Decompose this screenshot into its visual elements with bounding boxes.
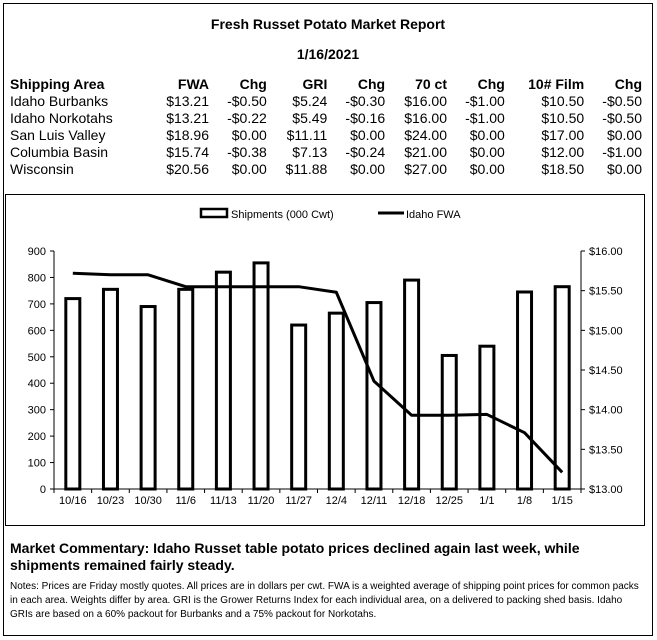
- shipments-bar: [292, 325, 306, 489]
- table-row: [8, 161, 644, 178]
- x-tick-label: 11/27: [285, 495, 313, 507]
- table-cell: -$0.30: [345, 93, 386, 109]
- y-left-tick-label: 0: [39, 484, 46, 496]
- shipments-bar: [216, 272, 230, 489]
- table-cell: $0.00: [606, 127, 642, 143]
- shipments-price-chart: [6, 195, 644, 525]
- table-row: [8, 110, 644, 127]
- table-cell: $27.00: [404, 161, 448, 177]
- table-cell: -$0.50: [227, 93, 267, 109]
- table-row: [8, 93, 644, 110]
- shipments-bar: [367, 303, 381, 489]
- table-cell: $0.00: [231, 127, 267, 143]
- x-tick-label: 12/4: [325, 495, 348, 507]
- y-right-tick-label: $15.50: [589, 285, 623, 298]
- y-right-tick-label: $16.00: [589, 246, 623, 258]
- table-cell: $15.74: [166, 144, 210, 160]
- table-cell: $21.00: [404, 144, 448, 160]
- table-cell: $0.00: [231, 161, 267, 177]
- y-right-tick-label: $14.00: [589, 404, 623, 417]
- x-tick-label: 12/25: [435, 495, 464, 507]
- shipments-bar: [179, 289, 193, 489]
- table-cell: $12.00: [541, 144, 585, 160]
- shipments-bar: [141, 307, 155, 489]
- y-left-tick-label: 600: [27, 325, 46, 338]
- table-cell: Wisconsin: [10, 161, 74, 177]
- legend-shipments-swatch: [201, 209, 227, 217]
- table-cell: $5.24: [292, 93, 328, 109]
- table-cell: Idaho Norkotahs: [10, 110, 113, 126]
- table-cell: -$1.00: [465, 110, 505, 126]
- table-cell: $11.11: [286, 127, 328, 143]
- table-cell: $20.56: [166, 161, 210, 177]
- header-70ct-chg: Chg: [477, 76, 505, 92]
- table-row: [8, 127, 644, 144]
- table-cell: $13.21: [166, 110, 210, 126]
- shipments-bar: [103, 289, 117, 489]
- header-10lb-film: 10# Film: [528, 76, 585, 92]
- y-right-tick-label: $15.00: [589, 325, 623, 338]
- chart-panel: [5, 194, 645, 526]
- y-right-tick-label: $14.50: [589, 365, 623, 377]
- y-left-tick-label: 800: [27, 272, 46, 285]
- table-cell: -$0.38: [227, 144, 267, 160]
- x-tick-label: 11/20: [247, 495, 275, 507]
- table-cell: Columbia Basin: [10, 144, 109, 160]
- y-left-tick-label: 200: [27, 431, 46, 444]
- table-cell: $10.50: [541, 110, 585, 126]
- table-cell: $16.00: [404, 110, 448, 126]
- report-date: 1/16/2021: [296, 46, 360, 62]
- table-cell: Idaho Burbanks: [10, 93, 109, 109]
- table-row: [8, 144, 644, 161]
- table-cell: $0.00: [469, 161, 505, 177]
- x-tick-label: 10/23: [96, 495, 125, 507]
- shipments-bar: [442, 355, 456, 489]
- table-cell: San Luis Valley: [10, 127, 106, 143]
- table-cell: $0.00: [469, 144, 505, 160]
- x-tick-label: 10/30: [134, 495, 162, 507]
- x-tick-label: 11/13: [210, 495, 237, 507]
- table-cell: -$0.50: [602, 93, 642, 109]
- table-cell: $0.00: [350, 161, 386, 177]
- legend-fwa-label: Idaho FWA: [406, 209, 461, 221]
- table-cell: -$0.22: [227, 110, 267, 126]
- table-cell: $13.21: [166, 93, 210, 109]
- shipments-bar: [405, 280, 419, 489]
- header-fwa: FWA: [177, 76, 210, 92]
- header-70ct: 70 ct: [415, 76, 448, 92]
- table-cell: $18.50: [541, 161, 585, 177]
- x-tick-label: 12/18: [397, 495, 426, 507]
- y-left-tick-label: 500: [27, 351, 46, 364]
- header-shipping-area: Shipping Area: [10, 76, 105, 92]
- table-cell: $0.00: [350, 127, 386, 143]
- legend-shipments-label: Shipments (000 Cwt): [231, 209, 334, 221]
- y-left-tick-label: 900: [27, 246, 46, 258]
- y-left-tick-label: 100: [27, 457, 46, 470]
- x-tick-label: 11/6: [175, 495, 197, 507]
- price-table: [8, 76, 644, 178]
- y-right-tick-label: $13.50: [589, 444, 623, 457]
- header-gri: GRI: [302, 76, 328, 92]
- y-right-tick-label: $13.00: [589, 484, 623, 496]
- table-cell: $24.00: [404, 127, 448, 143]
- x-tick-label: 12/11: [360, 495, 388, 507]
- table-cell: $16.00: [404, 93, 448, 109]
- shipments-bar: [518, 292, 532, 489]
- table-cell: $10.50: [541, 93, 585, 109]
- notes-text: Notes: Prices are Friday mostly quotes. All prices are in dollars per cwt. FWA is a weighted average of shipping point prices for common packs in each area. Weights differ by area. GRI is the Grower Returns Index for each individual area, on a delivered to packing shed basis. Idaho GRIs are based on a 60% packout for Burbanks and a 75% packout for Norkotahs.: [10, 581, 639, 620]
- table-cell: -$0.50: [602, 110, 642, 126]
- header-gri-chg: Chg: [357, 76, 386, 92]
- shipments-bar: [66, 299, 80, 489]
- x-tick-label: 1/1: [479, 495, 495, 507]
- shipments-bar: [555, 287, 569, 489]
- y-left-tick-label: 400: [27, 378, 46, 391]
- market-commentary: Market Commentary: Idaho Russet table potato prices declined again last week, while shipments remained fairly steady.: [10, 540, 580, 573]
- table-cell: $7.13: [292, 144, 328, 160]
- x-tick-label: 1/8: [516, 495, 533, 507]
- table-header-row: [8, 76, 644, 93]
- report-title: Fresh Russet Potato Market Report: [210, 16, 446, 32]
- table-cell: $0.00: [606, 161, 642, 177]
- table-cell: -$0.16: [345, 110, 386, 126]
- table-cell: $17.00: [541, 127, 585, 143]
- header-fwa-chg: Chg: [239, 76, 267, 92]
- header-10lb-film-chg: Chg: [614, 76, 642, 92]
- table-cell: $18.96: [166, 127, 210, 143]
- y-left-tick-label: 300: [27, 404, 46, 417]
- table-cell: -$1.00: [602, 144, 642, 160]
- shipments-bar: [254, 263, 268, 489]
- x-tick-label: 10/16: [59, 495, 87, 507]
- y-left-tick-label: 700: [27, 298, 46, 311]
- table-cell: $0.00: [469, 127, 505, 143]
- table-cell: $5.49: [292, 110, 328, 126]
- shipments-bar: [329, 313, 343, 489]
- table-cell: $11.88: [285, 161, 328, 177]
- table-cell: -$1.00: [465, 93, 505, 109]
- table-cell: -$0.24: [345, 144, 386, 160]
- x-tick-label: 1/15: [551, 495, 573, 507]
